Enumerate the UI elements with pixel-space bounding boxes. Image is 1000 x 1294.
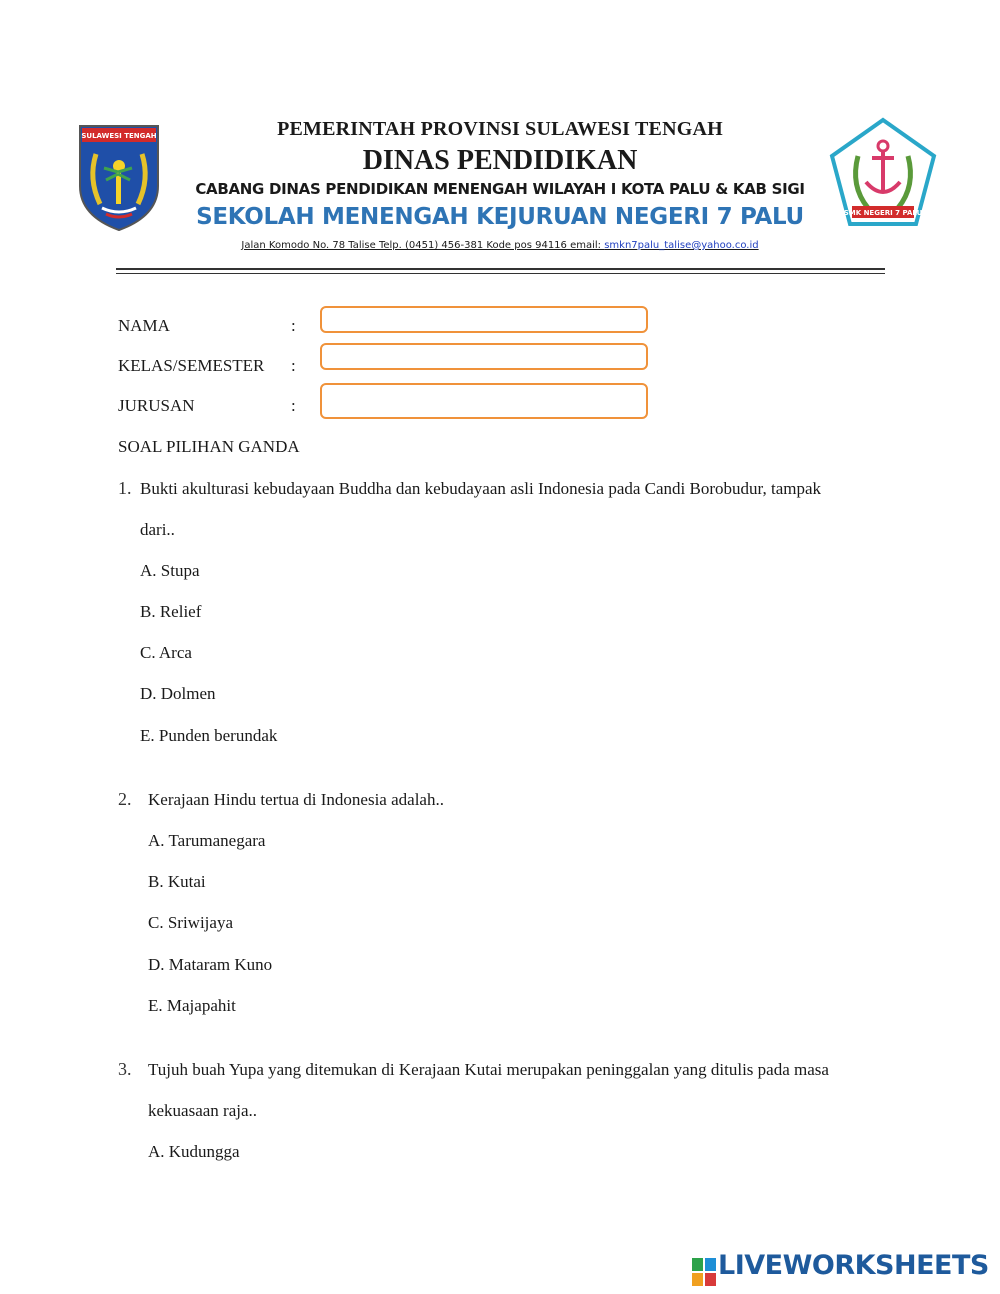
question-1-option-b[interactable]: B. Relief — [140, 602, 202, 621]
question-2-number: 2. — [118, 789, 132, 809]
liveworksheets-wordmark: LIVEWORKSHEETS — [718, 1250, 989, 1281]
kelas-colon: : — [291, 356, 296, 375]
header-branch: CABANG DINAS PENDIDIKAN MENENGAH WILAYAH I KOTA PALU & KAB SIGI — [195, 180, 805, 198]
address-text: Jalan Komodo No. 78 Talise Telp. (0451) 456-381 Kode pos 94116 email: — [241, 240, 605, 251]
question-2-option-a[interactable]: A. Tarumanegara — [148, 831, 266, 850]
nama-label: NAMA — [118, 316, 170, 335]
question-2-text: Kerajaan Hindu tertua di Indonesia adalah.. — [148, 790, 444, 809]
header-divider-thick — [116, 268, 885, 270]
header-government: PEMERINTAH PROVINSI SULAWESI TENGAH — [277, 118, 723, 140]
liveworksheets-icon — [692, 1256, 716, 1288]
question-3-text-cont: kekuasaan raja.. — [148, 1101, 258, 1120]
kelas-semester-input[interactable] — [320, 343, 648, 370]
nama-input[interactable] — [320, 306, 648, 333]
jurusan-label: JURUSAN — [118, 396, 195, 415]
question-2-option-b[interactable]: B. Kutai — [148, 872, 206, 891]
header-department: DINAS PENDIDIKAN — [362, 145, 638, 176]
question-1-option-c[interactable]: C. Arca — [140, 643, 192, 662]
logo-right-text: SMK NEGERI 7 PALU — [843, 209, 923, 217]
nama-colon: : — [291, 316, 296, 335]
jurusan-input[interactable] — [320, 383, 648, 419]
question-2-option-d[interactable]: D. Mataram Kuno — [148, 955, 273, 974]
kelas-semester-label: KELAS/SEMESTER — [118, 356, 265, 375]
question-3-option-a[interactable]: A. Kudungga — [148, 1142, 240, 1161]
question-3-text: Tujuh buah Yupa yang ditemukan di Kerajaan Kutai merupakan peninggalan yang ditulis pada masa — [148, 1060, 829, 1079]
question-1-option-a[interactable]: A. Stupa — [140, 561, 200, 580]
header-divider-thin — [116, 273, 885, 274]
jurusan-colon: : — [291, 396, 296, 415]
question-3-number: 3. — [118, 1059, 132, 1079]
section-title: SOAL PILIHAN GANDA — [118, 437, 300, 456]
question-1-text: Bukti akulturasi kebudayaan Buddha dan kebudayaan asli Indonesia pada Candi Borobudur, tampak — [140, 479, 822, 498]
question-2-option-c[interactable]: C. Sriwijaya — [148, 913, 233, 932]
question-1-option-e[interactable]: E. Punden berundak — [140, 726, 278, 745]
logo-left-text: SULAWESI TENGAH — [81, 132, 157, 140]
question-2-option-e[interactable]: E. Majapahit — [148, 996, 236, 1015]
header-school-name: SEKOLAH MENENGAH KEJURUAN NEGERI 7 PALU — [196, 204, 804, 230]
email-link[interactable]: smkn7palu_talise@yahoo.co.id — [604, 240, 759, 251]
header-address — [0, 240, 1000, 251]
question-1-number: 1. — [118, 478, 132, 498]
question-1-text-cont: dari.. — [140, 520, 175, 539]
question-1-option-d[interactable]: D. Dolmen — [140, 684, 216, 703]
